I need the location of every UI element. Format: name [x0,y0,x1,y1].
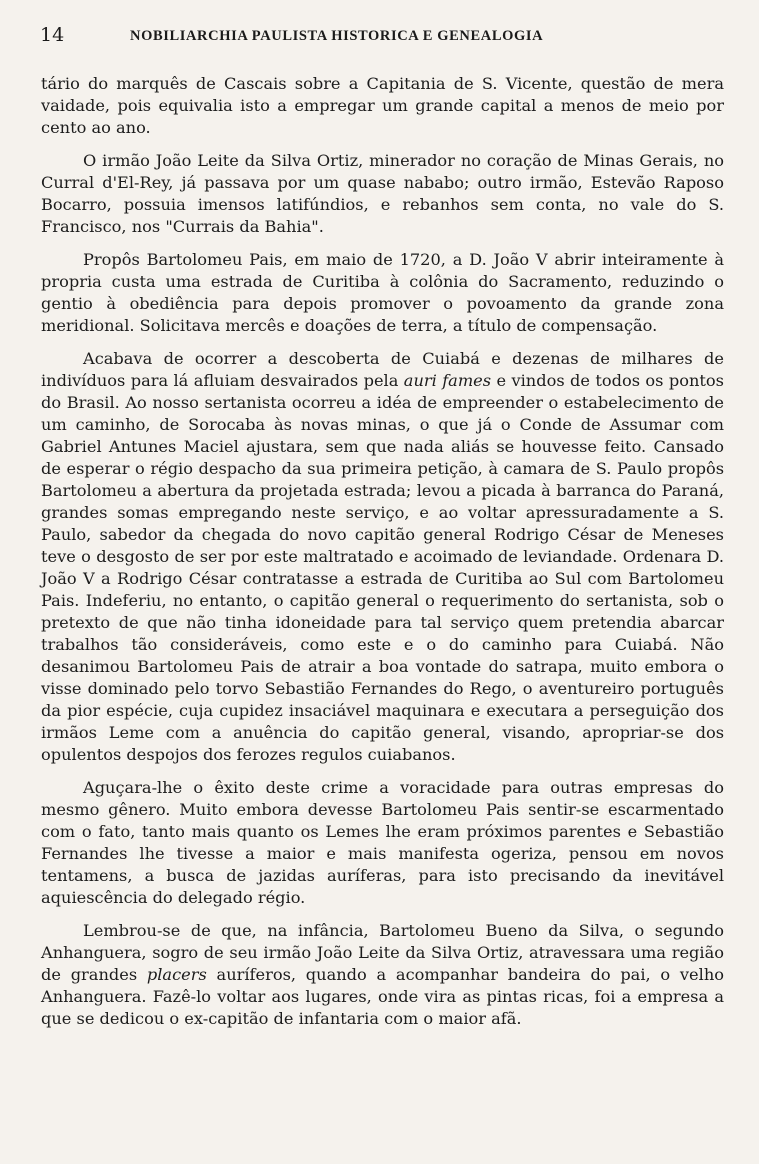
paragraph-6-text-after: auríferos, quando a acompanhar bandeira do pai, o velho Anhanguera. Fazê-lo voltar aos lugares, onde vira as pintas ricas, foi a empresa a que se dedicou o ex-capitão de infantaria com o maior afã. [41,965,724,1028]
paragraph-1: tário do marquês de Cascais sobre a Capitania de S. Vicente, questão de mera vaidade, pois equivalia isto a empregar um grande capital a menos de meio por cento ao ano. [41,74,724,137]
paragraph-6-italic-word: placers [146,965,207,984]
page-header [40,24,730,52]
running-head: NOBILIARCHIA PAULISTA HISTORICA E GENEALOGIA [130,28,544,44]
body-text [41,73,724,1030]
paragraph-4 [41,348,724,766]
paragraph-5: Aguçara-lhe o êxito deste crime a voracidade para outras empresas do mesmo gênero. Muito embora devesse Bartolomeu Pais sentir-se escarmentado com o fato, tanto mais quanto os Lemes lhe eram próximos parentes e Sebastião Fernandes lhe tivesse a maior e mais manifesta ogeriza, pensou em novos tentamens, a busca de jazidas auríferas, para isto precisando da inevitável aquiescência do delegado régio. [41,778,724,907]
paragraph-6-text-before: Lembrou-se de que, na infância, Bartolomeu Bueno da Silva, o segundo Anhanguera, sogro de seu irmão João Leite da Silva Ortiz, atravessara uma região de grandes [41,921,724,984]
paragraph-4-italic-phrase: auri fames [403,371,492,390]
paragraph-3: Propôs Bartolomeu Pais, em maio de 1720, a D. João V abrir inteiramente à propria custa uma estrada de Curitiba à colônia do Sacramento, reduzindo o gentio à obediência para depois promover o povoamento da grande zona meridional. Solicitava mercês e doações de terra, a título de compensação. [41,250,724,335]
paragraph-6 [41,920,724,1030]
paragraph-4-text-after: e vindos de todos os pontos do Brasil. Ao nosso sertanista ocorreu a idéa de empreender o estabelecimento de um caminho, de Sorocaba às novas minas, o que já o Conde de Assumar com Gabriel Antunes Maciel ajustara, sem que nada aliás se houvesse feito. Cansado de esperar o régio despacho da sua primeira petição, à camara de S. Paulo propôs Bartolomeu a abertura da projetada estrada; levou a picada à barranca do Paraná, grandes somas empregando neste serviço, e ao voltar apressuradamente a S. Paulo, sabedor da chegada do novo capitão general Rodrigo César de Meneses teve o desgosto de ser por este maltratado e acoimado de leviandade. Ordenara D. João V a Rodrigo César contratasse a estrada de Curitiba ao Sul com Bartolomeu Pais. Indeferiu, no entanto, o capitão general o requerimento do sertanista, sob o pretexto de que não tinha idoneidade para tal serviço quem pretendia abarcar trabalhos tão consideráveis, como este e o do caminho para Cuiabá. Não desanimou Bartolomeu Pais de atrair a boa vontade do satrapa, muito embora o visse dominado pelo torvo Sebastião Fernandes do Rego, o aventureiro português da pior espécie, cuja cupidez insaciável maquinara e executara a perseguição dos irmãos Leme com a anuência do capitão general, visando, apropriar-se dos opulentos despojos dos ferozes regulos cuiabanos. [41,371,724,764]
page-number: 14 [40,24,65,46]
paragraph-4-text-before: Acabava de ocorrer a descoberta de Cuiabá e dezenas de milhares de indivíduos para lá afluiam desvairados pela [41,349,724,390]
paragraph-2: O irmão João Leite da Silva Ortiz, minerador no coração de Minas Gerais, no Curral d'El-Rey, já passava por um quase nababo; outro irmão, Estevão Raposo Bocarro, possuia imensos latifúndios, e rebanhos sem conta, no vale do S. Francisco, nos "Currais da Bahia". [41,151,724,236]
